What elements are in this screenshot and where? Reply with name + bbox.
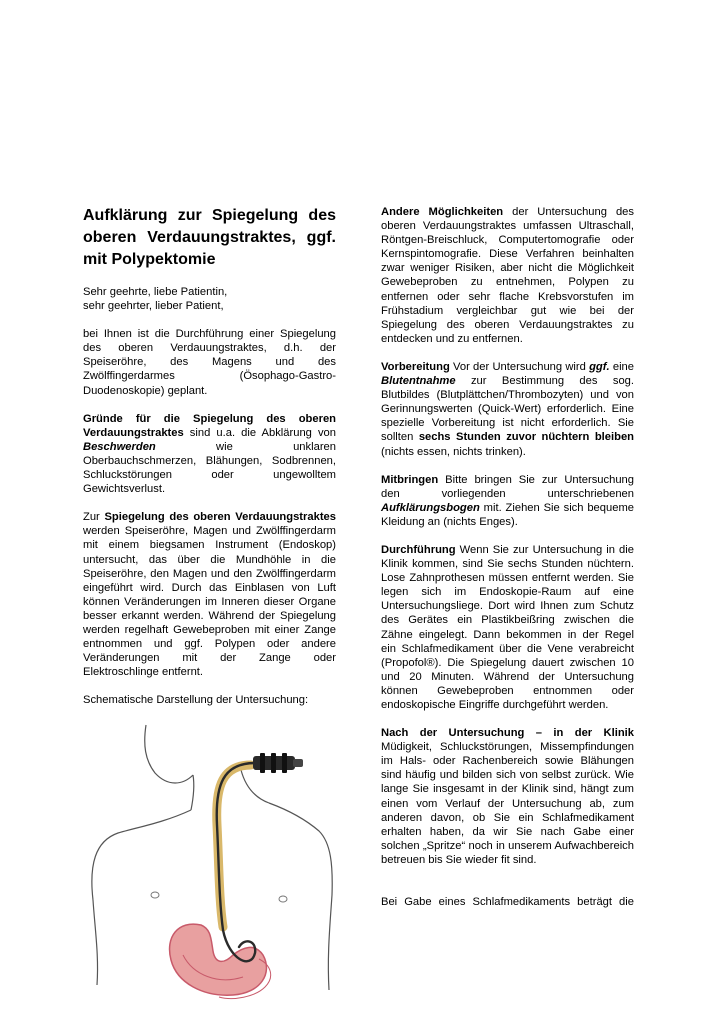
endoscope-ring-3 xyxy=(282,753,287,773)
figure-caption: Schematische Darstellung der Untersuchung: xyxy=(83,694,309,707)
preparation-text-1: Vor der Untersuchung wird xyxy=(449,360,590,373)
reasons-text-1: sind u.a. die Abklärung von xyxy=(183,426,336,439)
right-column xyxy=(381,205,634,923)
preparation-paragraph xyxy=(381,360,634,459)
left-nipple-mark xyxy=(151,892,159,898)
preparation-emphasis-blood: Blutentnahme xyxy=(381,375,456,388)
endoscope-ring-1 xyxy=(260,753,265,773)
procedure-overview-paragraph xyxy=(83,510,336,679)
right-nipple-mark xyxy=(279,896,287,902)
salutation xyxy=(83,285,336,313)
bring-along-emphasis: Aufklärungsbogen xyxy=(381,501,480,514)
execution-paragraph xyxy=(381,543,634,712)
after-exam-heading: Nach der Untersuchung – in der Klinik xyxy=(381,727,634,740)
left-shoulder-outline xyxy=(92,810,191,900)
esophagus-tube xyxy=(217,765,251,927)
chin-outline xyxy=(191,775,194,810)
endoscope-tip-cap xyxy=(293,759,303,767)
reasons-emphasis: Beschwerden xyxy=(83,440,156,453)
alternatives-heading: Andere Möglichkeiten xyxy=(381,206,504,218)
left-torso-outline xyxy=(93,900,98,985)
reasons-paragraph xyxy=(83,412,336,497)
intro-paragraph: bei Ihnen ist die Durchführung einer Spiegelung des oberen Verdauungstraktes, d.h. der Speiseröhre, des Magens und des Zwölffingerdarmes (Ösophago-Gastro-Duodenoskopie) geplant. xyxy=(83,328,336,397)
face-outline xyxy=(145,725,193,783)
greeting-line-1: Sehr geehrte, liebe Patientin, xyxy=(83,286,228,298)
preparation-text-2: eine xyxy=(609,360,634,373)
alternatives-text: der Untersuchung des oberen Verdauungstraktes umfassen Ultraschall, Röntgen-Breischluck, Computertomografie oder Kernspintomografie. Diese Verfahren beinhalten zwar weniger Risiken, aber nicht die Möglichkeit Gewebeproben zu entnehmen, Polypen zu entfernen oder sehr flache Krebsvorstufen im Frühstadium vergleichbar gut wie bei der Spiegelung des oberen Verdauungstraktes zu entdecken und zu entfernen. xyxy=(381,206,634,345)
preparation-emphasis-ggf: ggf. xyxy=(589,360,610,373)
execution-heading: Durchführung xyxy=(381,543,456,556)
after-exam-paragraph xyxy=(381,726,634,867)
right-torso-outline xyxy=(328,895,332,990)
preparation-text-4: (nichts essen, nichts trinken). xyxy=(381,445,526,458)
bring-along-heading: Mitbringen xyxy=(381,473,439,486)
alternatives-paragraph xyxy=(381,205,634,346)
bring-along-paragraph xyxy=(381,473,634,529)
reasons-text-2: wie unklaren Oberbauchschmerzen, Blähungen, Sodbrennen, Schluckstörungen oder ungewolltem Gewichtsverlust. xyxy=(83,440,336,496)
after-exam-text: Müdigkeit, Schluckstörungen, Missempfindungen im Hals- oder Rachenbereich sowie Blähungen sind häufig und bilden sich von selbst zurück. Wie lange Sie insgesamt in der Klinik sind, hängt zum einen vom Verlauf der Untersuchung ab, zum anderen davon, ob Sie ein Schlafmedikament erhalten haben, da wir Sie nach Gabe einer solchen „Spritze“ noch in unserem Aufwachbereich betreuen bis Sie wieder fit sind. xyxy=(381,741,634,866)
preparation-heading: Vorbereitung xyxy=(381,360,450,373)
endoscope-ring-2 xyxy=(271,753,276,773)
right-shoulder-outline xyxy=(269,803,332,895)
left-column xyxy=(83,205,336,1020)
overview-text-2: werden Speiseröhre, Magen und Zwölffingerdarm mit einem biegsamen Instrument (Endoskop) untersucht, das über die Mundhöhle in die Speiseröhre, den Magen und den Zwölffingerdarm eingeführt wird. Durch das Einblasen von Luft können Veränderungen im Inneren dieser Organe besser erkannt werden. Während der Spiegelung werden regelhaft Gewebeproben mit einer Zange entnommen und ggf. Polypen oder andere Veränderungen mit der Zange oder Elektroschlinge entfernt. xyxy=(83,525,336,679)
bring-along-text-2: mit. Ziehen Sie sich bequeme Kleidung an (nichts Enges). xyxy=(381,501,634,528)
endoscopy-schematic-svg xyxy=(83,715,336,1020)
document-title: Aufklärung zur Spiegelung des oberen Verdauungstraktes, ggf. mit Polypektomie xyxy=(83,207,336,268)
preparation-text-3: zur Bestimmung des sog. Blutbildes (Blutplättchen/Thrombozyten) und von Gerinnungswerten (Quick-Wert) erforderlich. Eine spezielle Vorbereitung ist nicht erforderlich. Sie sollten xyxy=(381,375,634,444)
execution-text: Wenn Sie zur Untersuchung in die Klinik kommen, sind Sie sechs Stunden nüchtern. Lose Zahnprothesen müssen entfernt werden. Sie legen sich im Endoskopie-Raum auf eine Untersuchungsliege. Dort wird Ihnen zum Schutz des Gerätes ein Plastikbeißring zwischen die Zähne eingelegt. Dann bekommen in der Regel ein Schlafmedikament über die Vene verabreicht (Propofol®). Die Spiegelung dauert zwischen 10 und 20 Minuten. Während der Untersuchung können Gewebeproben entnommen oder endoskopische Eingriffe durchgeführt werden. xyxy=(381,543,634,711)
bring-along-text-1: Bitte bringen Sie zur Untersuchung den vorliegenden unterschriebenen xyxy=(381,473,634,500)
reasons-heading: Gründe für die Spiegelung des oberen Verdauungstraktes xyxy=(83,412,336,439)
overview-heading: Spiegelung des oberen Verdauungstraktes xyxy=(104,511,336,524)
overview-text-1: Zur xyxy=(83,511,105,524)
preparation-fasting: sechs Stunden zuvor nüchtern bleiben xyxy=(418,431,634,444)
endoscopy-illustration xyxy=(83,715,336,1020)
sedation-continuation-line: Bei Gabe eines Schlafmedikaments beträgt die xyxy=(381,896,634,909)
greeting-line-2: sehr geehrter, lieber Patient, xyxy=(83,300,224,313)
neck-outline xyxy=(241,770,269,803)
